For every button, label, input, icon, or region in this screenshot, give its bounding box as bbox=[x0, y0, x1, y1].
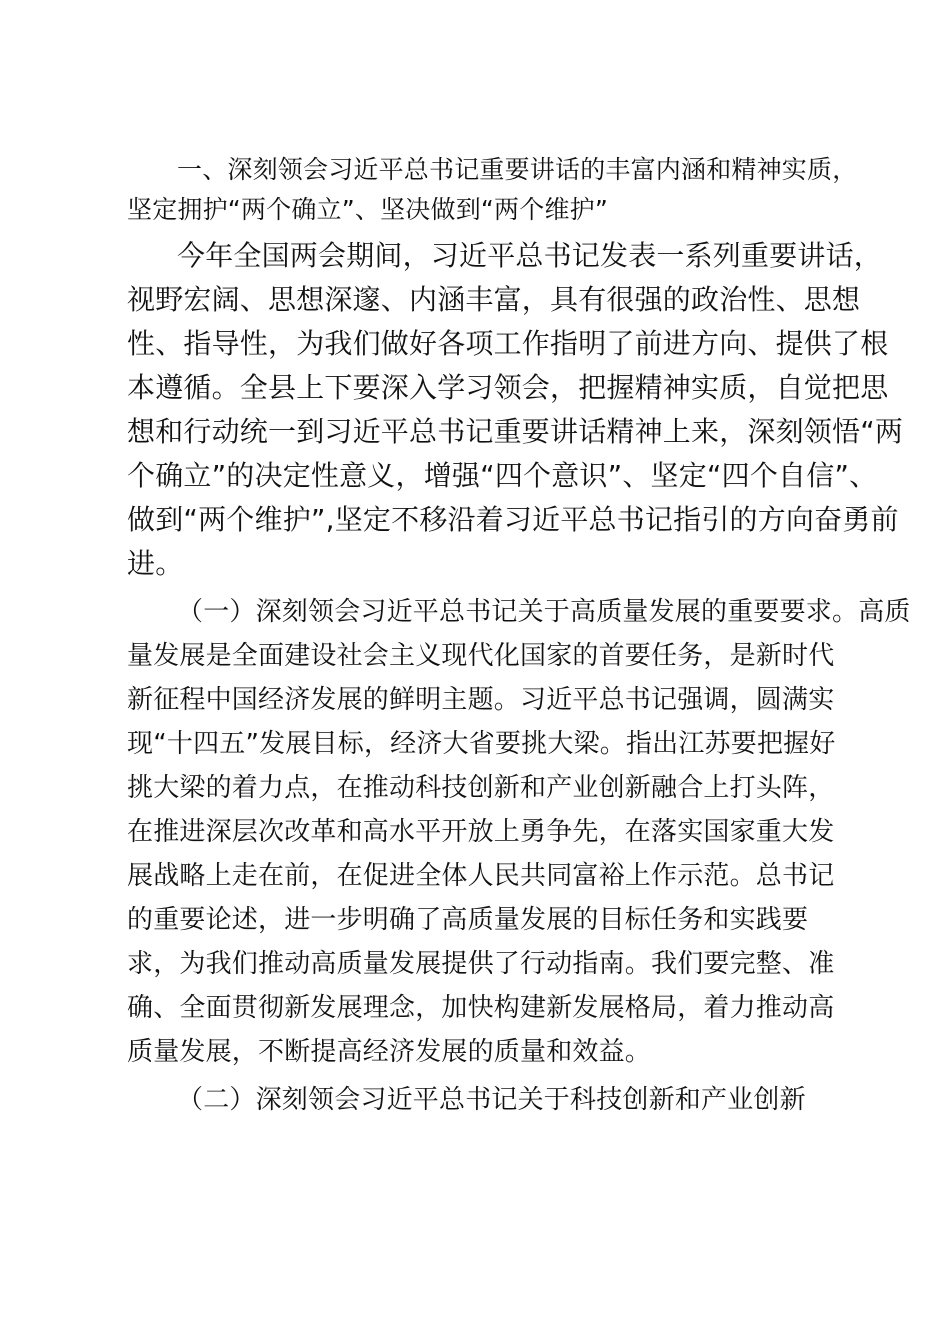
paragraph-line: 量发展是全面建设社会主义现代化国家的首要任务，是新时代 bbox=[127, 641, 835, 671]
subsection-paragraph bbox=[127, 1078, 847, 1122]
paragraph-line: 本遵循。全县上下要深入学习领会，把握精神实质，自觉把思 bbox=[127, 371, 889, 404]
paragraph-line: 现“十四五”发展目标，经济大省要挑大梁。指出江苏要把握好 bbox=[127, 729, 836, 759]
paragraph-line: 求，为我们推动高质量发展提供了行动指南。我们要完整、准 bbox=[127, 949, 835, 979]
paragraph-line: 在推进深层次改革和高水平开放上勇争先，在落实国家重大发 bbox=[127, 817, 835, 847]
document-body bbox=[127, 150, 911, 1126]
heading-line: 一、深刻领会习近平总书记重要讲话的丰富内涵和精神实质， bbox=[177, 155, 858, 184]
paragraph-line: 的重要论述，进一步明确了高质量发展的目标任务和实践要 bbox=[127, 905, 809, 935]
paragraph-line: 性、指导性，为我们做好各项工作指明了前进方向、提供了根 bbox=[127, 327, 889, 360]
paragraph bbox=[127, 234, 904, 586]
paragraph-line: 进。 bbox=[127, 547, 184, 580]
subsection-paragraph bbox=[127, 590, 911, 1074]
paragraph-line: 新征程中国经济发展的鲜明主题。习近平总书记强调，圆满实 bbox=[127, 685, 835, 715]
heading-line: 坚定拥护“两个确立”、坚决做到“两个维护” bbox=[127, 195, 609, 224]
paragraph-line: 展战略上走在前，在促进全体人民共同富裕上作示范。总书记 bbox=[127, 861, 835, 891]
paragraph-line: 确、全面贯彻新发展理念，加快构建新发展格局，着力推动高 bbox=[127, 993, 835, 1023]
paragraph-line: 个确立”的决定性意义，增强“四个意识”、坚定“四个自信”、 bbox=[127, 459, 878, 492]
section-heading bbox=[127, 150, 858, 230]
paragraph-line: 质量发展，不断提高经济发展的质量和效益。 bbox=[127, 1037, 652, 1067]
paragraph-line: 做到“两个维护”,坚定不移沿着习近平总书记指引的方向奋勇前 bbox=[127, 503, 899, 536]
paragraph-line: 视野宏阔、思想深邃、内涵丰富，具有很强的政治性、思想 bbox=[127, 283, 861, 316]
paragraph-line: 今年全国两会期间，习近平总书记发表一系列重要讲话， bbox=[177, 239, 883, 272]
paragraph-line: 挑大梁的着力点，在推动科技创新和产业创新融合上打头阵， bbox=[127, 773, 835, 803]
paragraph-line: （二）深刻领会习近平总书记关于科技创新和产业创新 bbox=[177, 1085, 806, 1115]
paragraph-line: （一）深刻领会习近平总书记关于高质量发展的重要要求。高质 bbox=[177, 597, 911, 627]
paragraph-line: 想和行动统一到习近平总书记重要讲话精神上来，深刻领悟“两 bbox=[127, 415, 904, 448]
